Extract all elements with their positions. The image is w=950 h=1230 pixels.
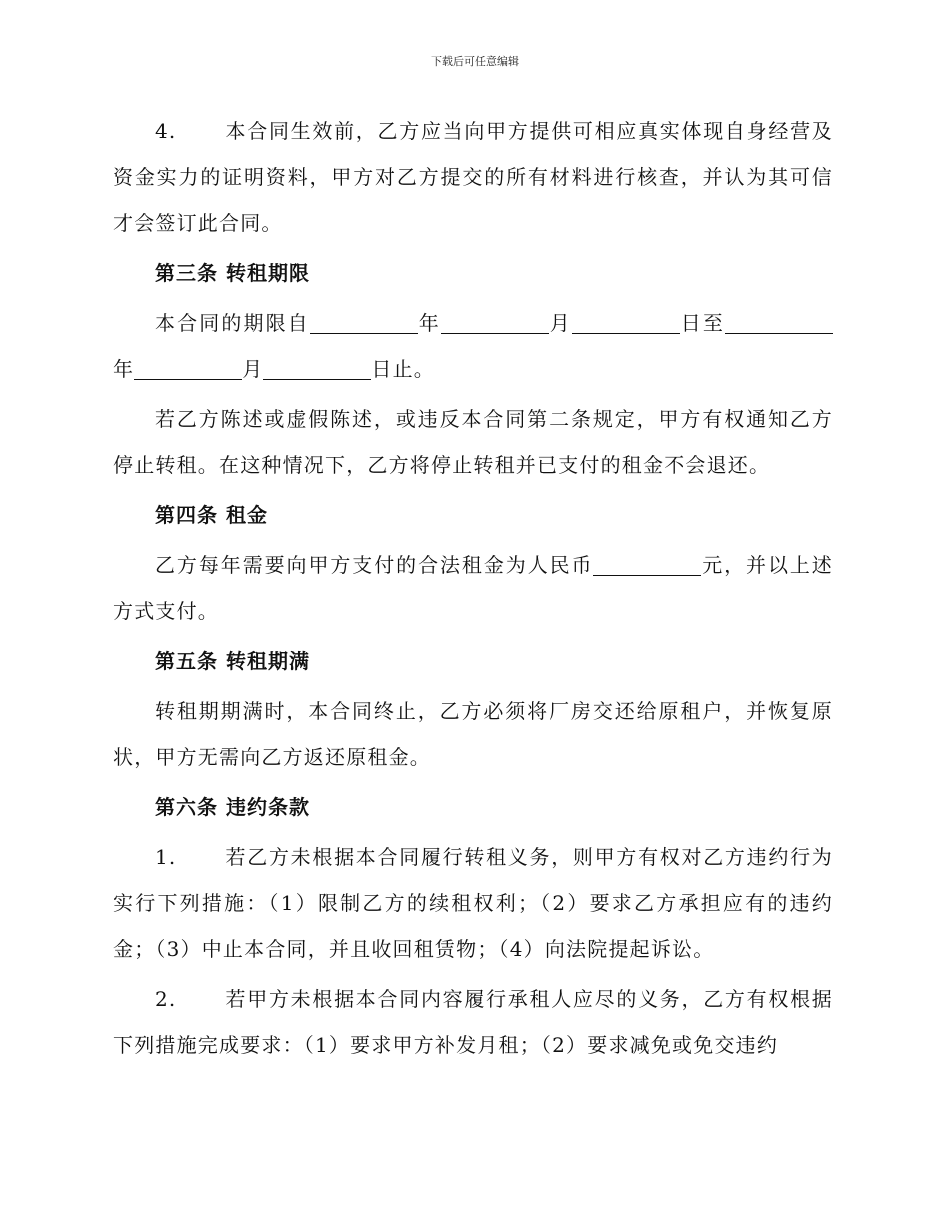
term-day-to-label: 日至 [679,311,725,335]
clause-4 [113,108,833,246]
article-3-heading: 第三条 转租期限 [155,261,310,285]
article-5-heading: 第五条 转租期满 [155,649,310,673]
clause-4-text: 本合同生效前，乙方应当向甲方提供可相应真实体现自身经营及资金实力的证明资料，甲方对乙方提交的所有材料进行核查，并认为其可信才会签订此合同。 [113,119,833,235]
breach-item-2-number: 2. [155,987,177,1011]
end-month-blank[interactable] [134,357,242,380]
term-paragraph [113,300,833,392]
clause-4-number: 4. [155,119,177,143]
rent-amount-blank[interactable] [593,553,701,576]
start-year-blank[interactable] [310,311,418,334]
term-end-label: 日止。 [371,357,436,381]
term-year2-label: 年 [113,357,135,381]
breach-item-1-text: 若乙方未根据本合同履行转租义务，则甲方有权对乙方违约行为实行下列措施：（1）限制乙方的续租权利；（2）要求乙方承担应有的违约金；（3）中止本合同，并且收回租赁物；（4）向法院提起诉讼。 [113,845,833,961]
breach-item-1-number: 1. [155,845,177,869]
breach-item-1 [113,834,833,972]
breach-item-2 [113,976,833,1068]
end-year-blank[interactable] [725,311,833,334]
rent-paragraph [113,542,833,634]
term-year-label: 年 [417,311,441,335]
article-4-heading: 第四条 租金 [155,503,268,527]
false-statement-paragraph: 若乙方陈述或虚假陈述，或违反本合同第二条规定，甲方有权通知乙方停止转租。在这种情况下，乙方将停止转租并已支付的租金不会退还。 [113,407,833,477]
term-month-label: 月 [548,311,572,335]
end-day-blank[interactable] [263,357,371,380]
expiry-paragraph: 转租期期满时，本合同终止，乙方必须将厂房交还给原租户，并恢复原状，甲方无需向乙方返还原租金。 [113,699,833,769]
start-month-blank[interactable] [441,311,549,334]
breach-item-2-text: 若甲方未根据本合同内容履行承租人应尽的义务，乙方有权根据下列措施完成要求：（1）要求甲方补发月租；（2）要求减免或免交违约 [113,987,833,1057]
article-6-heading: 第六条 违约条款 [155,795,310,819]
document-body [113,108,833,1068]
rent-text-end: 元，并以上述方式支付。 [113,553,834,623]
term-month2-label: 月 [242,357,264,381]
rent-text-start: 乙方每年需要向甲方支付的合法租金为人民币 [155,553,594,577]
start-day-blank[interactable] [572,311,680,334]
page-header: 下载后可任意编辑 [431,55,519,68]
term-text-start: 本合同的期限自 [155,311,310,335]
